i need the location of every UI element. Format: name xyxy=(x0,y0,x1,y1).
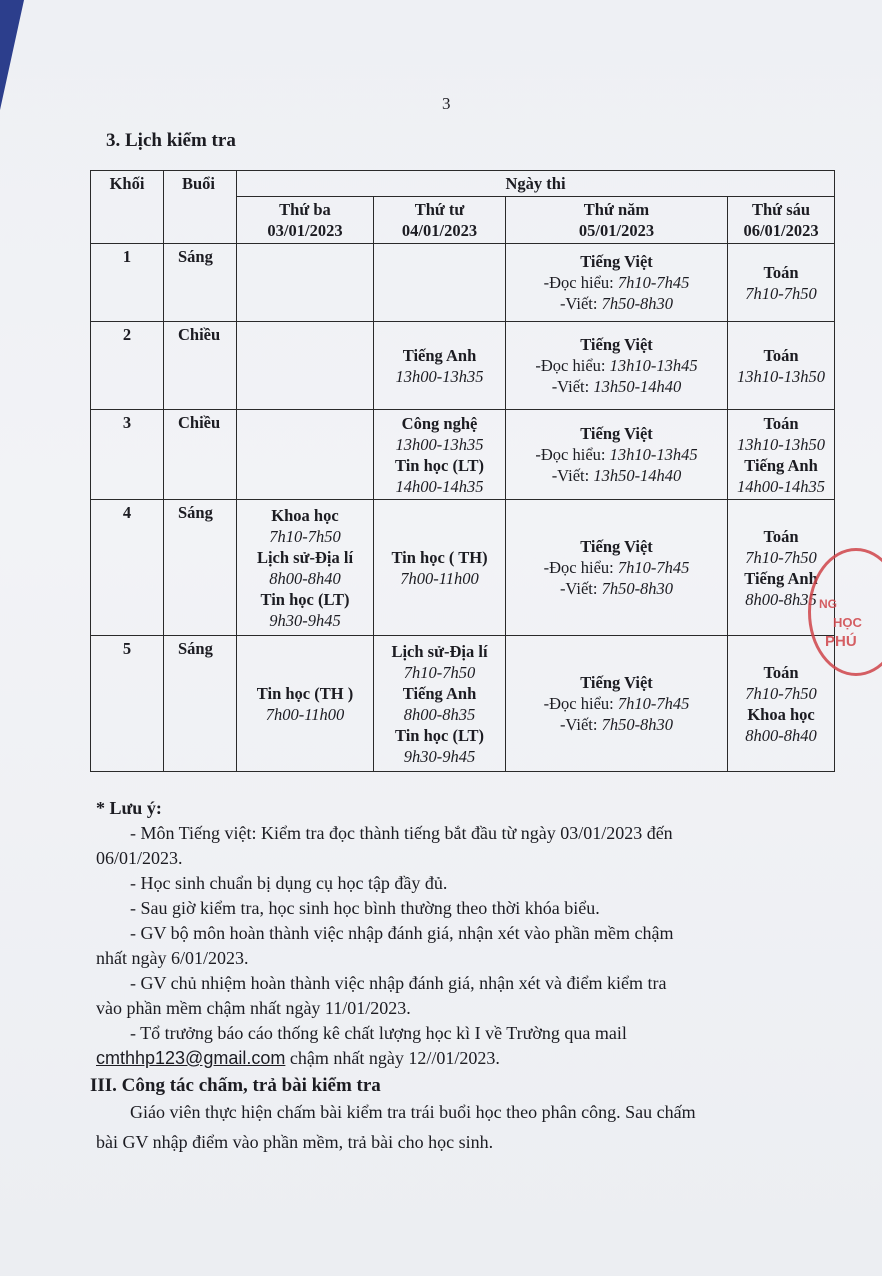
time-range: 14h00-14h35 xyxy=(737,476,826,496)
time-range: 13h00-13h35 xyxy=(395,434,484,454)
cell-day-2 xyxy=(374,410,506,500)
time-range: 8h00-8h35 xyxy=(745,589,817,609)
page-number: 3 xyxy=(442,94,451,113)
time-value: 7h10-7h45 xyxy=(617,273,690,292)
header-day-1 xyxy=(237,197,374,244)
note-3: - Sau giờ kiểm tra, học sinh học bình thường theo thời khóa biểu. xyxy=(130,898,600,918)
table-row xyxy=(91,244,835,322)
section3-p1: Giáo viên thực hiện chấm bài kiểm tra trái buổi học theo phân công. Sau chấm xyxy=(130,1102,696,1122)
time-range: 7h00-11h00 xyxy=(400,568,479,588)
page-corner-shadow xyxy=(0,0,24,110)
time-range: 8h00-8h40 xyxy=(745,725,817,745)
time-range: 13h10-13h50 xyxy=(737,366,826,386)
time-value: 13h50-14h40 xyxy=(593,466,682,485)
time-label: -Viết: xyxy=(559,715,602,734)
cell-buoi: Chiều xyxy=(164,322,237,410)
subject-name: Khoa học xyxy=(271,505,339,525)
cell-buoi: Sáng xyxy=(164,636,237,772)
cell-day-4 xyxy=(728,244,835,322)
cell-day-4 xyxy=(728,410,835,500)
subject-name: Tin học (TH ) xyxy=(256,683,354,703)
note-5b: vào phần mềm chậm nhất ngày 11/01/2023. xyxy=(96,998,411,1018)
table-row xyxy=(91,500,835,636)
subject-name: Khoa học xyxy=(747,704,815,724)
time-label: -Đọc hiểu: xyxy=(535,356,610,375)
time-label: -Viết: xyxy=(559,294,602,313)
cell-day-3 xyxy=(506,322,728,410)
time-value: 7h10-7h45 xyxy=(617,558,690,577)
header-buoi: Buổi xyxy=(164,171,237,244)
cell-day-1 xyxy=(237,636,374,772)
stamp-text-2: HỌC xyxy=(833,615,862,630)
subject-name: Lịch sử-Địa lí xyxy=(391,641,488,661)
note-4a: - GV bộ môn hoàn thành việc nhập đánh giá, nhận xét vào phần mềm chậm xyxy=(130,923,674,943)
time-line xyxy=(509,578,724,599)
subject-name: Tiếng Anh xyxy=(402,345,477,365)
table-row xyxy=(91,410,835,500)
note-1a: - Môn Tiếng việt: Kiểm tra đọc thành tiếng bắt đầu từ ngày 03/01/2023 đến xyxy=(130,823,673,843)
header-ngay-thi: Ngày thi xyxy=(237,171,835,197)
cell-day-3 xyxy=(506,244,728,322)
header-khoi: Khối xyxy=(91,171,164,244)
time-line xyxy=(509,272,724,293)
time-value: 13h10-13h45 xyxy=(609,445,698,464)
time-range: 7h10-7h50 xyxy=(745,683,817,703)
cell-day-2 xyxy=(374,244,506,322)
subject-name: Toán xyxy=(763,262,799,282)
time-range: 7h10-7h50 xyxy=(745,547,817,567)
note-6b: chậm nhất ngày 12//01/2023. xyxy=(285,1048,500,1068)
day-name: Thứ năm xyxy=(583,200,650,219)
cell-buoi: Sáng xyxy=(164,500,237,636)
day-name: Thứ sáu xyxy=(751,200,811,219)
cell-khoi: 1 xyxy=(91,244,164,322)
subject-name: Tin học (LT) xyxy=(395,725,484,745)
time-line xyxy=(509,444,724,465)
subject-name: Tiếng Anh xyxy=(744,455,818,475)
day-name: Thứ ba xyxy=(279,200,331,219)
section3-p2: bài GV nhập điểm vào phần mềm, trả bài cho học sinh. xyxy=(96,1132,494,1152)
time-range: 9h30-9h45 xyxy=(269,610,341,630)
cell-day-1 xyxy=(237,322,374,410)
time-range: 8h00-8h40 xyxy=(269,568,341,588)
cell-khoi: 4 xyxy=(91,500,164,636)
cell-day-3 xyxy=(506,636,728,772)
note-1b: 06/01/2023. xyxy=(96,848,183,868)
stamp-text-3: PHÚ xyxy=(825,633,857,650)
time-range: 7h10-7h50 xyxy=(745,283,817,303)
cell-khoi: 2 xyxy=(91,322,164,410)
section-title: 3. Lịch kiểm tra xyxy=(106,130,236,151)
time-line xyxy=(509,693,724,714)
time-value: 7h50-8h30 xyxy=(601,294,674,313)
stamp-text-1: NG xyxy=(819,597,837,611)
cell-khoi: 3 xyxy=(91,410,164,500)
time-label: -Đọc hiểu: xyxy=(543,694,618,713)
time-value: 7h50-8h30 xyxy=(601,579,674,598)
subject-name: Tin học (LT) xyxy=(395,455,484,475)
note-2: - Học sinh chuẩn bị dụng cụ học tập đầy đủ. xyxy=(130,873,448,893)
subject-name: Công nghệ xyxy=(401,413,478,433)
cell-buoi: Chiều xyxy=(164,410,237,500)
table-row xyxy=(91,636,835,772)
subject-name: Tin học ( TH) xyxy=(391,547,488,567)
subject-name: Tiếng Việt xyxy=(580,537,653,556)
subject-name: Toán xyxy=(763,526,799,546)
time-range: 8h00-8h35 xyxy=(403,704,476,724)
exam-schedule-table xyxy=(90,170,835,772)
time-line xyxy=(509,714,724,735)
time-range: 14h00-14h35 xyxy=(395,476,484,496)
time-range: 13h00-13h35 xyxy=(395,366,484,386)
cell-day-1 xyxy=(237,244,374,322)
cell-day-2 xyxy=(374,636,506,772)
time-label: -Đọc hiểu: xyxy=(543,558,618,577)
cell-day-2 xyxy=(374,322,506,410)
note-6b-line xyxy=(96,1046,814,1071)
day-name: Thứ tư xyxy=(414,200,465,219)
subject-name: Toán xyxy=(763,345,799,365)
notes-title: * Lưu ý: xyxy=(96,798,162,818)
subject-name: Tiếng Việt xyxy=(580,424,653,443)
email-link[interactable]: cmthhp123@gmail.com xyxy=(96,1048,286,1068)
cell-day-3 xyxy=(506,500,728,636)
header-day-2 xyxy=(374,197,506,244)
time-line xyxy=(509,376,724,397)
cell-khoi: 5 xyxy=(91,636,164,772)
day-date: 05/01/2023 xyxy=(578,221,655,240)
time-label: -Viết: xyxy=(551,466,594,485)
time-label: -Đọc hiểu: xyxy=(543,273,618,292)
cell-buoi: Sáng xyxy=(164,244,237,322)
time-value: 7h50-8h30 xyxy=(601,715,674,734)
time-value: 13h50-14h40 xyxy=(593,377,682,396)
time-range: 13h10-13h50 xyxy=(737,434,826,454)
subject-name: Tiếng Việt xyxy=(580,335,653,354)
time-line xyxy=(509,557,724,578)
time-line xyxy=(509,293,724,314)
header-day-4 xyxy=(728,197,835,244)
subject-name: Tiếng Anh xyxy=(744,568,818,588)
time-line xyxy=(509,465,724,486)
subject-name: Toán xyxy=(763,413,799,433)
note-5a: - GV chủ nhiệm hoàn thành việc nhập đánh giá, nhận xét và điểm kiểm tra xyxy=(130,973,667,993)
subject-name: Tiếng Việt xyxy=(580,673,653,692)
cell-day-1 xyxy=(237,410,374,500)
time-range: 9h30-9h45 xyxy=(403,746,476,766)
time-line xyxy=(509,355,724,376)
table-header-row xyxy=(91,171,835,197)
cell-day-3 xyxy=(506,410,728,500)
table-row xyxy=(91,322,835,410)
time-label: -Viết: xyxy=(559,579,602,598)
subject-name: Tiếng Việt xyxy=(580,252,653,271)
cell-day-1 xyxy=(237,500,374,636)
time-label: -Viết: xyxy=(551,377,594,396)
time-range: 7h10-7h50 xyxy=(269,526,341,546)
subject-name: Tin học (LT) xyxy=(260,589,350,609)
header-day-3 xyxy=(506,197,728,244)
day-date: 04/01/2023 xyxy=(401,221,478,240)
time-range: 7h00-11h00 xyxy=(265,704,345,724)
day-date: 03/01/2023 xyxy=(267,221,343,240)
day-date: 06/01/2023 xyxy=(743,221,819,240)
subject-name: Lịch sử-Địa lí xyxy=(256,547,354,567)
time-label: -Đọc hiểu: xyxy=(535,445,610,464)
cell-day-4 xyxy=(728,636,835,772)
time-range: 7h10-7h50 xyxy=(403,662,476,682)
time-value: 13h10-13h45 xyxy=(609,356,698,375)
section3-title: III. Công tác chấm, trả bài kiểm tra xyxy=(90,1075,381,1096)
cell-day-4 xyxy=(728,322,835,410)
subject-name: Toán xyxy=(763,662,799,682)
note-6a: - Tổ trưởng báo cáo thống kê chất lượng học kì I về Trường qua mail xyxy=(130,1023,627,1043)
time-value: 7h10-7h45 xyxy=(617,694,690,713)
cell-day-2 xyxy=(374,500,506,636)
subject-name: Tiếng Anh xyxy=(402,683,477,703)
note-4b: nhất ngày 6/01/2023. xyxy=(96,948,249,968)
